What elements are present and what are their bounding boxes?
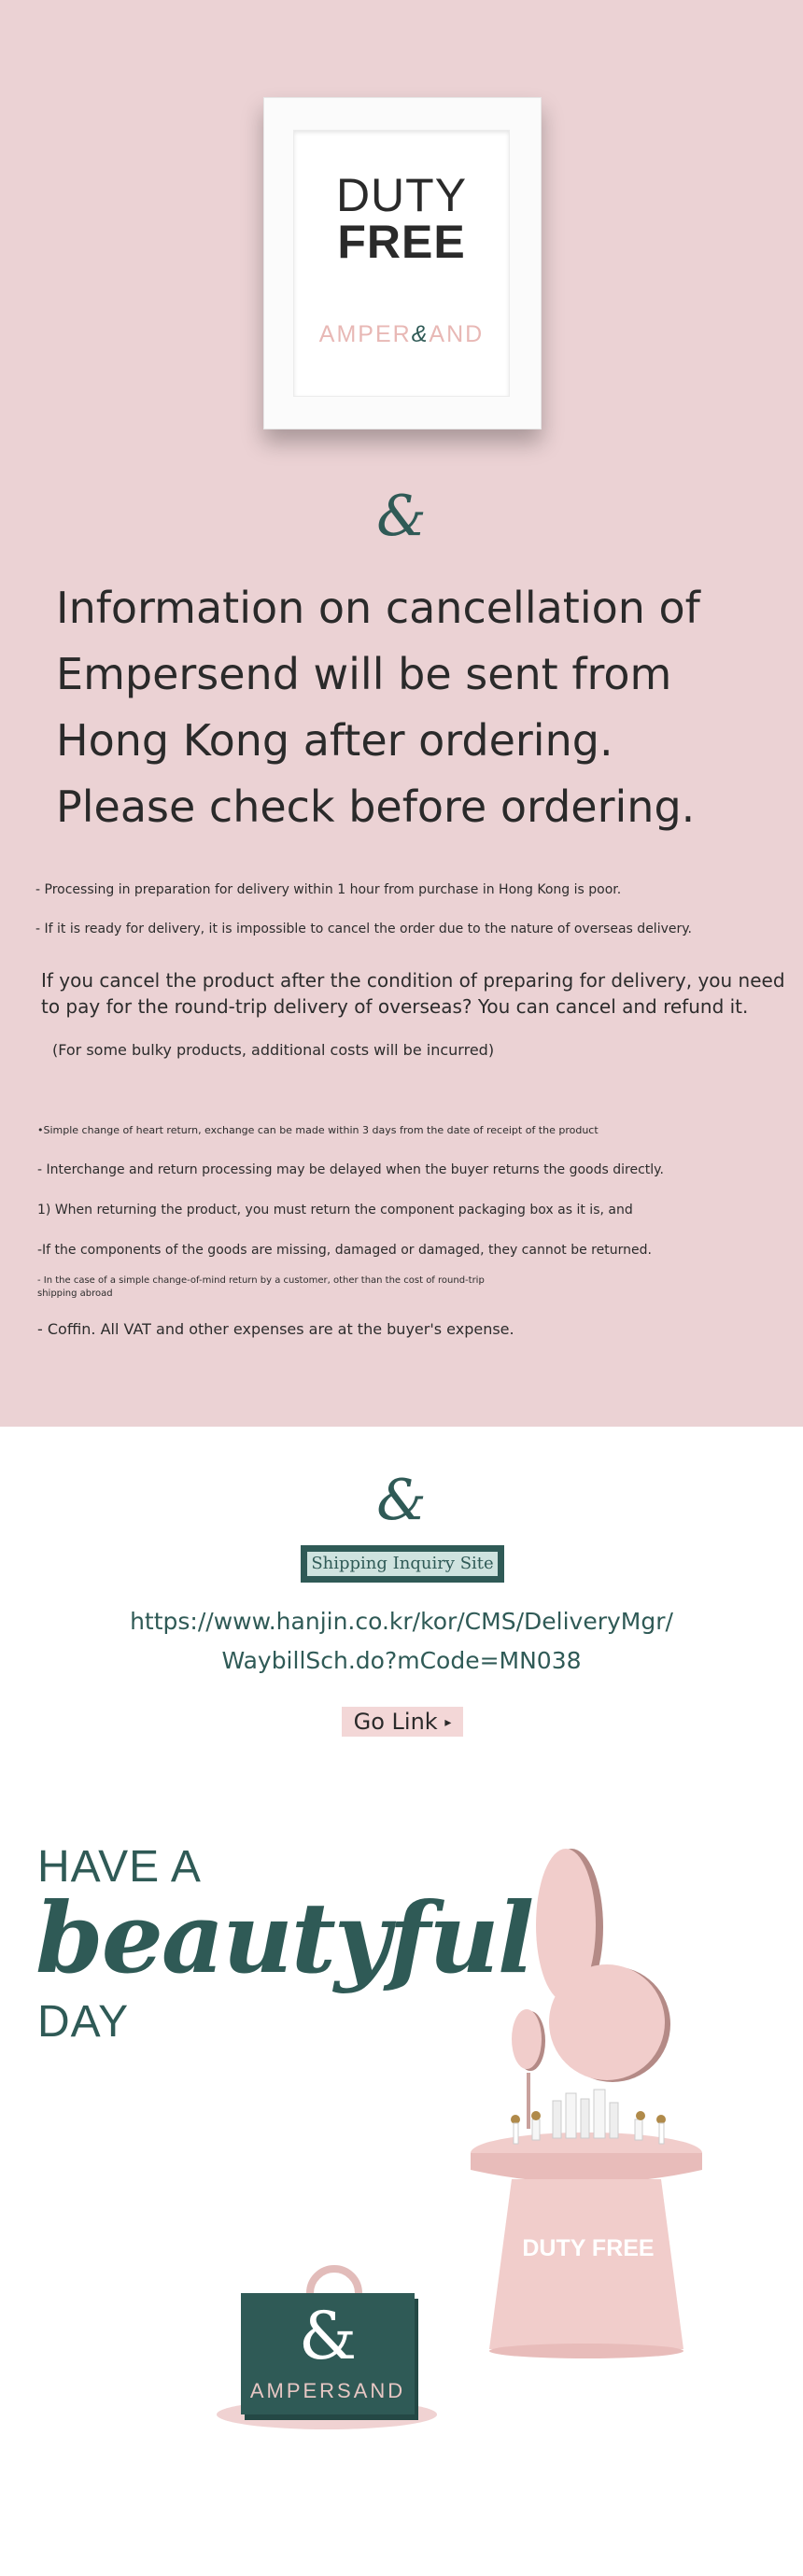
beautiful-script-text: beautyful (35, 1880, 533, 1995)
note-change-of-heart: •Simple change of heart return, exchange can be made within 3 days from the date of receipt of the product (37, 1124, 599, 1136)
headline-line-1: Information on cancellation of (56, 583, 700, 633)
note-return-delay: - Interchange and return processing may be delayed when the buyer returns the goods directly. (37, 1162, 664, 1177)
headline-line-4: Please check before ordering. (56, 781, 696, 832)
logo-symbol-2: & (376, 1468, 427, 1533)
poster-free-text: FREE (337, 216, 466, 268)
small-mirror (512, 2009, 542, 2069)
shipping-inquiry-badge (301, 1545, 504, 1583)
note-packaging-box: 1) When returning the product, you must return the component packaging box as it is, and (37, 1203, 633, 1218)
headline-line-2: Empersend will be sent from (56, 649, 672, 699)
poster-brand-pre: AMPER (318, 321, 412, 347)
ampersand-logo-icon (366, 484, 437, 549)
ampersand-logo-icon-2 (366, 1468, 437, 1533)
bag-brand-label: AMPERSAND (249, 2379, 406, 2402)
stand-duty-free-label: DUTY FREE (522, 2235, 655, 2261)
cosmetic-bottles (511, 2090, 666, 2144)
duty-free-display-illustration (430, 1849, 747, 2372)
table-edge (471, 2153, 702, 2183)
headline-line-3: Hong Kong after ordering. (56, 715, 613, 766)
poster-brand-amp: & (411, 321, 430, 347)
go-link-label: Go Link (353, 1709, 438, 1735)
cancellation-headline (56, 575, 747, 840)
bag-ampersand-icon: & (298, 2298, 358, 2374)
go-link-button[interactable] (342, 1707, 463, 1737)
poster-brand-post: AND (429, 321, 485, 347)
table-pedestal (489, 2179, 683, 2349)
shipping-url-line-1[interactable]: https://www.hanjin.co.kr/kor/CMS/DeliveryMgr/ (130, 1608, 673, 1635)
duty-free-poster-frame (263, 97, 542, 429)
play-arrow-icon: ▸ (444, 1715, 452, 1730)
poster-canvas (294, 131, 509, 396)
note-processing: - Processing in preparation for delivery within 1 hour from purchase in Hong Kong is poor. (35, 882, 622, 897)
day-text: DAY (37, 1997, 130, 2047)
poster-duty-text: DUTY (335, 169, 468, 221)
note-shipping-cost-line-2: shipping abroad (37, 1288, 113, 1299)
logo-symbol: & (376, 484, 427, 549)
note-roundtrip-line-2: to pay for the round-trip delivery of overseas? You can cancel and refund it. (41, 995, 749, 1018)
shipping-inquiry-label: Shipping Inquiry Site (307, 1552, 498, 1576)
poster-brand-logo (294, 321, 509, 348)
have-a-text: HAVE A (37, 1842, 202, 1892)
round-mirror (549, 1964, 665, 2080)
note-roundtrip-line-1: If you cancel the product after the condition of preparing for delivery, you need (41, 969, 785, 992)
shipping-url-line-2[interactable]: WaybillSch.do?mCode=MN038 (221, 1647, 582, 1674)
note-bulky-products: (For some bulky products, additional costs will be incurred) (52, 1041, 495, 1059)
note-vat-expenses: - Coffin. All VAT and other expenses are at the buyer's expense. (37, 1320, 514, 1338)
ampersand-shopping-bag (241, 2293, 415, 2414)
note-shipping-cost-line-1: - In the case of a simple change-of-mind return by a customer, other than the cost of round-trip (37, 1275, 485, 1286)
note-damaged-goods: -If the components of the goods are missing, damaged or damaged, they cannot be returned. (37, 1243, 652, 1258)
note-cancel-impossible: - If it is ready for delivery, it is impossible to cancel the order due to the nature of overseas delivery. (35, 922, 692, 936)
